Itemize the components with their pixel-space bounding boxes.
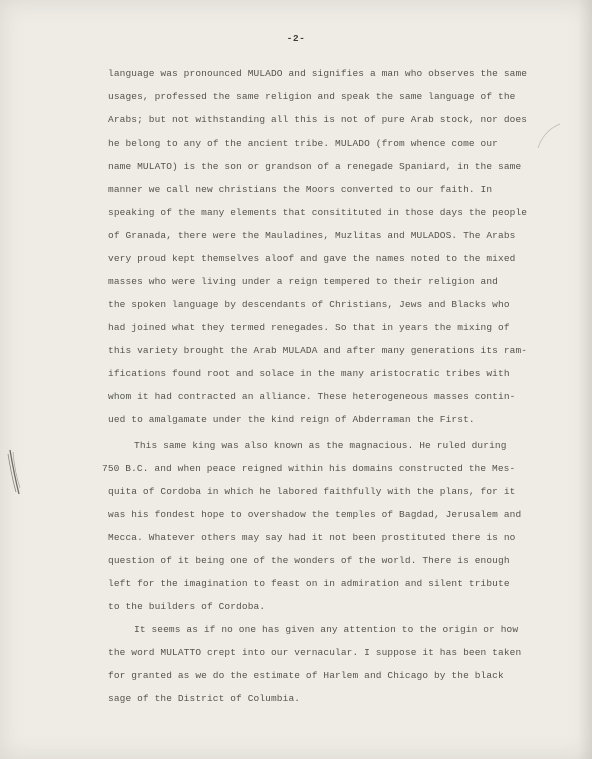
text-line: the spoken language by descendants of Christians, Jews and Blacks who [108,299,510,310]
text-line: masses who were living under a reign tempered to their religion and [108,276,499,287]
text-line: this variety brought the Arab MULADA and after many generations its ram- [108,345,528,356]
page-number: -2- [286,33,306,44]
text-line: sage of the District of Columbia. [108,693,301,704]
text-line: This same king was also known as the magnacious. He ruled during [134,440,507,451]
text-line: question of it being one of the wonders of the world. There is enough [108,555,510,566]
text-line: ued to amalgamate under the kind reign of Abderraman the First. [108,414,475,425]
text-line: manner we call new christians the Moors converted to our faith. In [108,184,493,195]
text-line: had joined what they termed renegades. So that in years the mixing of [108,322,510,333]
text-line: of Granada, there were the Mauladines, Muzlitas and MULADOS. The Arabs [108,230,516,241]
text-line: Arabs; but not withstanding all this is not of pure Arab stock, nor does [108,114,528,125]
text-line: he belong to any of the ancient tribe. MULADO (from whence come our [108,138,499,149]
text-line: speaking of the many elements that consitituted in those days the people [108,207,528,218]
text-line: Mecca. Whatever others may say had it not been prostituted there is no [108,532,516,543]
text-line: ifications found root and solace in the many aristocratic tribes with [108,368,510,379]
text-line: very proud kept themselves aloof and gave the names noted to the mixed [108,253,516,264]
text-line: for granted as we do the estimate of Harlem and Chicago by the black [108,670,504,681]
text-line: quita of Cordoba in which he labored faithfully with the plans, for it [108,486,516,497]
text-line: 750 B.C. and when peace reigned within his domains constructed the Mes- [102,463,516,474]
text-line: left for the imagination to feast on in admiration and silent tribute [108,578,510,589]
text-line: to the builders of Cordoba. [108,601,266,612]
text-line: language was pronounced MULADO and signifies a man who observes the same [108,68,528,79]
text-line: was his fondest hope to overshadow the temples of Bagdad, Jerusalem and [108,509,522,520]
text-line: name MULATO) is the son or grandson of a renegade Spaniard, in the same [108,161,522,172]
text-line: whom it had contracted an alliance. These heterogeneous masses contin- [108,391,516,402]
text-line: It seems as if no one has given any attention to the origin or how [134,624,519,635]
text-line: the word MULATTO crept into our vernacular. I suppose it has been taken [108,647,522,658]
margin-pencil-mark [4,448,22,498]
paper-scuff-mark [524,120,564,150]
text-line: usages, professed the same religion and speak the same language of the [108,91,516,102]
